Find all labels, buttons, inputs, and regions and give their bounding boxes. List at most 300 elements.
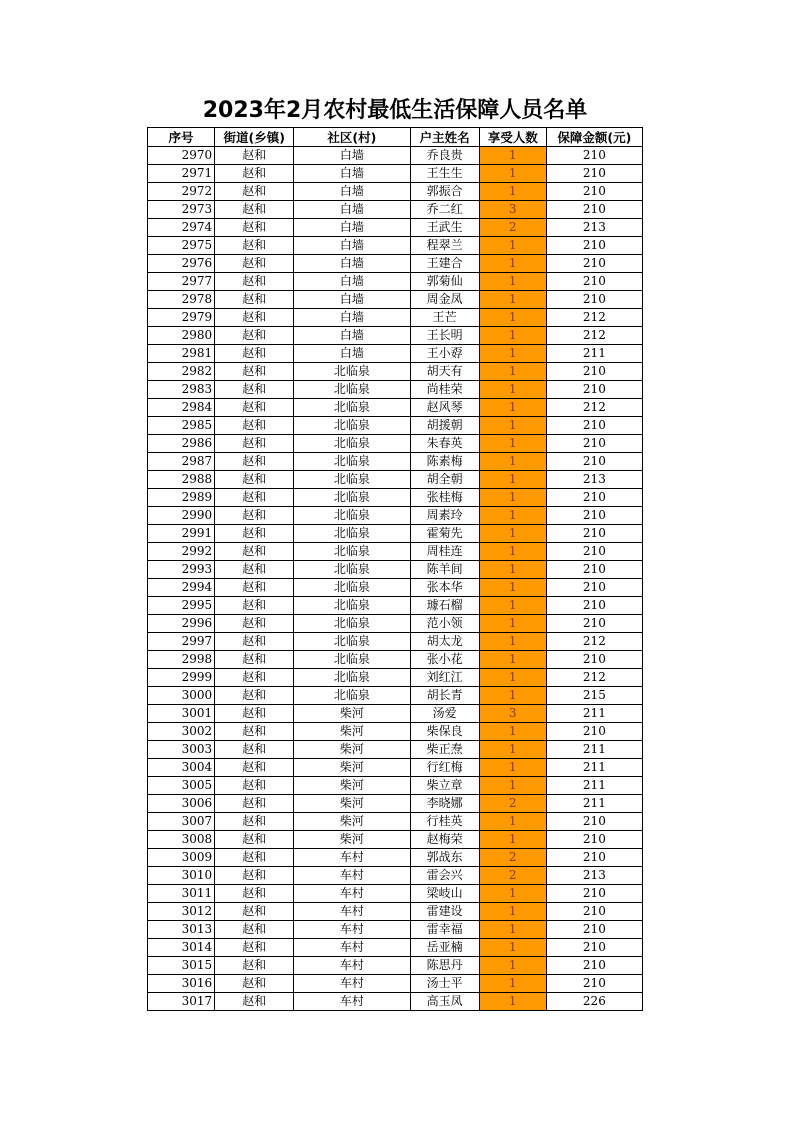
cell-persons: 1 <box>479 327 546 345</box>
cell-seq: 2982 <box>148 363 215 381</box>
cell-persons: 1 <box>479 291 546 309</box>
cell-householder: 行红梅 <box>410 759 479 777</box>
cell-householder: 汤士平 <box>410 975 479 993</box>
cell-householder: 郭振合 <box>410 183 479 201</box>
cell-householder: 周金凤 <box>410 291 479 309</box>
cell-householder: 王长明 <box>410 327 479 345</box>
cell-amount: 210 <box>546 381 642 399</box>
cell-community: 柴河 <box>294 831 410 849</box>
cell-community: 白墙 <box>294 345 410 363</box>
cell-community: 北临泉 <box>294 435 410 453</box>
cell-community: 柴河 <box>294 759 410 777</box>
table-row <box>148 885 643 903</box>
cell-community: 北临泉 <box>294 561 410 579</box>
cell-seq: 2978 <box>148 291 215 309</box>
cell-street: 赵和 <box>215 489 294 507</box>
cell-community: 北临泉 <box>294 669 410 687</box>
cell-householder: 王建合 <box>410 255 479 273</box>
cell-amount: 210 <box>546 201 642 219</box>
cell-householder: 梁岐山 <box>410 885 479 903</box>
cell-amount: 211 <box>546 705 642 723</box>
cell-street: 赵和 <box>215 939 294 957</box>
cell-householder: 胡长青 <box>410 687 479 705</box>
header-street: 街道(乡镇) <box>215 128 294 147</box>
table-row <box>148 777 643 795</box>
table-row <box>148 255 643 273</box>
cell-amount: 210 <box>546 885 642 903</box>
cell-community: 白墙 <box>294 273 410 291</box>
header-persons: 享受人数 <box>479 128 546 147</box>
cell-street: 赵和 <box>215 561 294 579</box>
cell-amount: 210 <box>546 939 642 957</box>
cell-amount: 210 <box>546 273 642 291</box>
cell-seq: 3004 <box>148 759 215 777</box>
cell-persons: 1 <box>479 363 546 381</box>
cell-street: 赵和 <box>215 237 294 255</box>
cell-persons: 2 <box>479 795 546 813</box>
cell-householder: 郭战东 <box>410 849 479 867</box>
cell-community: 北临泉 <box>294 471 410 489</box>
cell-street: 赵和 <box>215 633 294 651</box>
cell-seq: 2973 <box>148 201 215 219</box>
cell-seq: 2981 <box>148 345 215 363</box>
cell-householder: 雷建设 <box>410 903 479 921</box>
cell-street: 赵和 <box>215 957 294 975</box>
cell-seq: 2984 <box>148 399 215 417</box>
cell-householder: 王武生 <box>410 219 479 237</box>
cell-householder: 赵风琴 <box>410 399 479 417</box>
cell-community: 车村 <box>294 903 410 921</box>
table-row <box>148 363 643 381</box>
cell-persons: 1 <box>479 885 546 903</box>
cell-community: 白墙 <box>294 165 410 183</box>
table-row <box>148 219 643 237</box>
table-row <box>148 975 643 993</box>
table-row <box>148 147 643 165</box>
table-row <box>148 831 643 849</box>
cell-street: 赵和 <box>215 417 294 435</box>
table-row <box>148 741 643 759</box>
table-row <box>148 651 643 669</box>
cell-street: 赵和 <box>215 381 294 399</box>
cell-amount: 210 <box>546 651 642 669</box>
cell-persons: 1 <box>479 561 546 579</box>
cell-street: 赵和 <box>215 705 294 723</box>
cell-persons: 1 <box>479 489 546 507</box>
cell-amount: 210 <box>546 147 642 165</box>
cell-amount: 212 <box>546 633 642 651</box>
cell-street: 赵和 <box>215 507 294 525</box>
table-row <box>148 939 643 957</box>
cell-persons: 1 <box>479 597 546 615</box>
cell-street: 赵和 <box>215 903 294 921</box>
cell-street: 赵和 <box>215 345 294 363</box>
cell-householder: 周素玲 <box>410 507 479 525</box>
cell-community: 北临泉 <box>294 363 410 381</box>
cell-street: 赵和 <box>215 453 294 471</box>
cell-seq: 2975 <box>148 237 215 255</box>
table-row <box>148 489 643 507</box>
cell-persons: 1 <box>479 723 546 741</box>
cell-street: 赵和 <box>215 795 294 813</box>
cell-seq: 2993 <box>148 561 215 579</box>
cell-persons: 1 <box>479 831 546 849</box>
cell-street: 赵和 <box>215 255 294 273</box>
cell-persons: 1 <box>479 543 546 561</box>
cell-householder: 王小孬 <box>410 345 479 363</box>
cell-community: 北临泉 <box>294 381 410 399</box>
cell-householder: 朱春英 <box>410 435 479 453</box>
cell-amount: 210 <box>546 921 642 939</box>
cell-householder: 岳亚楠 <box>410 939 479 957</box>
cell-seq: 2980 <box>148 327 215 345</box>
cell-householder: 雷幸福 <box>410 921 479 939</box>
cell-seq: 2990 <box>148 507 215 525</box>
cell-community: 柴河 <box>294 741 410 759</box>
cell-amount: 210 <box>546 525 642 543</box>
cell-seq: 2972 <box>148 183 215 201</box>
cell-householder: 陈羊间 <box>410 561 479 579</box>
cell-community: 柴河 <box>294 813 410 831</box>
cell-seq: 2976 <box>148 255 215 273</box>
cell-amount: 210 <box>546 723 642 741</box>
cell-seq: 2997 <box>148 633 215 651</box>
cell-persons: 2 <box>479 219 546 237</box>
cell-seq: 3011 <box>148 885 215 903</box>
cell-community: 车村 <box>294 849 410 867</box>
cell-community: 北临泉 <box>294 615 410 633</box>
cell-amount: 211 <box>546 741 642 759</box>
table-row <box>148 903 643 921</box>
cell-persons: 1 <box>479 507 546 525</box>
table-row <box>148 237 643 255</box>
cell-community: 车村 <box>294 939 410 957</box>
cell-householder: 张桂梅 <box>410 489 479 507</box>
table-row <box>148 795 643 813</box>
cell-amount: 226 <box>546 993 642 1011</box>
cell-persons: 1 <box>479 165 546 183</box>
cell-street: 赵和 <box>215 543 294 561</box>
cell-amount: 211 <box>546 759 642 777</box>
cell-persons: 1 <box>479 399 546 417</box>
cell-seq: 2998 <box>148 651 215 669</box>
cell-street: 赵和 <box>215 219 294 237</box>
table-row <box>148 669 643 687</box>
table-row <box>148 633 643 651</box>
cell-persons: 1 <box>479 435 546 453</box>
cell-street: 赵和 <box>215 741 294 759</box>
cell-street: 赵和 <box>215 201 294 219</box>
cell-persons: 1 <box>479 147 546 165</box>
cell-amount: 210 <box>546 165 642 183</box>
header-seq: 序号 <box>148 128 215 147</box>
table-row <box>148 291 643 309</box>
table-row <box>148 471 643 489</box>
cell-seq: 3012 <box>148 903 215 921</box>
cell-householder: 赵梅荣 <box>410 831 479 849</box>
cell-seq: 3015 <box>148 957 215 975</box>
cell-street: 赵和 <box>215 723 294 741</box>
cell-community: 白墙 <box>294 309 410 327</box>
cell-community: 北临泉 <box>294 597 410 615</box>
cell-community: 白墙 <box>294 327 410 345</box>
table-row <box>148 399 643 417</box>
cell-persons: 2 <box>479 849 546 867</box>
cell-amount: 210 <box>546 561 642 579</box>
cell-persons: 2 <box>479 867 546 885</box>
table-row <box>148 345 643 363</box>
cell-community: 车村 <box>294 885 410 903</box>
cell-persons: 1 <box>479 381 546 399</box>
cell-street: 赵和 <box>215 525 294 543</box>
cell-street: 赵和 <box>215 579 294 597</box>
cell-street: 赵和 <box>215 813 294 831</box>
cell-seq: 3002 <box>148 723 215 741</box>
cell-persons: 1 <box>479 309 546 327</box>
cell-street: 赵和 <box>215 975 294 993</box>
cell-householder: 陈素梅 <box>410 453 479 471</box>
table-row <box>148 615 643 633</box>
cell-seq: 2994 <box>148 579 215 597</box>
table-row <box>148 417 643 435</box>
cell-seq: 2988 <box>148 471 215 489</box>
cell-householder: 乔二红 <box>410 201 479 219</box>
cell-amount: 213 <box>546 471 642 489</box>
cell-street: 赵和 <box>215 291 294 309</box>
cell-amount: 211 <box>546 345 642 363</box>
header-householder: 户主姓名 <box>410 128 479 147</box>
cell-persons: 1 <box>479 183 546 201</box>
cell-community: 白墙 <box>294 147 410 165</box>
cell-community: 北临泉 <box>294 651 410 669</box>
cell-householder: 周桂连 <box>410 543 479 561</box>
cell-community: 白墙 <box>294 201 410 219</box>
cell-householder: 璩石榴 <box>410 597 479 615</box>
cell-householder: 王芒 <box>410 309 479 327</box>
cell-street: 赵和 <box>215 147 294 165</box>
cell-householder: 汤爱 <box>410 705 479 723</box>
cell-street: 赵和 <box>215 309 294 327</box>
cell-seq: 3000 <box>148 687 215 705</box>
cell-community: 北临泉 <box>294 453 410 471</box>
cell-amount: 210 <box>546 237 642 255</box>
table-row <box>148 759 643 777</box>
cell-persons: 1 <box>479 615 546 633</box>
cell-amount: 210 <box>546 975 642 993</box>
cell-persons: 1 <box>479 273 546 291</box>
cell-amount: 210 <box>546 435 642 453</box>
beneficiary-table <box>147 127 643 1011</box>
cell-householder: 王生生 <box>410 165 479 183</box>
table-row <box>148 705 643 723</box>
cell-amount: 213 <box>546 867 642 885</box>
cell-street: 赵和 <box>215 327 294 345</box>
cell-persons: 1 <box>479 651 546 669</box>
table-row <box>148 813 643 831</box>
cell-seq: 3007 <box>148 813 215 831</box>
table-row <box>148 849 643 867</box>
cell-persons: 1 <box>479 669 546 687</box>
cell-amount: 210 <box>546 291 642 309</box>
cell-community: 白墙 <box>294 255 410 273</box>
cell-persons: 1 <box>479 417 546 435</box>
cell-community: 北临泉 <box>294 687 410 705</box>
table-row <box>148 525 643 543</box>
cell-community: 白墙 <box>294 183 410 201</box>
cell-community: 白墙 <box>294 219 410 237</box>
cell-community: 车村 <box>294 867 410 885</box>
cell-community: 车村 <box>294 921 410 939</box>
cell-street: 赵和 <box>215 759 294 777</box>
table-row <box>148 867 643 885</box>
cell-householder: 高玉凤 <box>410 993 479 1011</box>
table-row <box>148 921 643 939</box>
cell-persons: 1 <box>479 903 546 921</box>
cell-persons: 1 <box>479 975 546 993</box>
cell-seq: 2989 <box>148 489 215 507</box>
cell-community: 柴河 <box>294 723 410 741</box>
cell-community: 车村 <box>294 957 410 975</box>
table-header-row <box>148 128 643 147</box>
cell-amount: 212 <box>546 309 642 327</box>
cell-seq: 3005 <box>148 777 215 795</box>
cell-street: 赵和 <box>215 993 294 1011</box>
cell-seq: 2987 <box>148 453 215 471</box>
cell-street: 赵和 <box>215 849 294 867</box>
cell-street: 赵和 <box>215 669 294 687</box>
cell-persons: 1 <box>479 345 546 363</box>
cell-householder: 郭菊仙 <box>410 273 479 291</box>
cell-seq: 3006 <box>148 795 215 813</box>
cell-persons: 1 <box>479 453 546 471</box>
cell-seq: 3016 <box>148 975 215 993</box>
cell-seq: 2974 <box>148 219 215 237</box>
cell-householder: 柴立章 <box>410 777 479 795</box>
table-row <box>148 543 643 561</box>
cell-community: 北临泉 <box>294 633 410 651</box>
cell-persons: 1 <box>479 957 546 975</box>
cell-amount: 211 <box>546 777 642 795</box>
table-row <box>148 579 643 597</box>
table-row <box>148 165 643 183</box>
cell-amount: 210 <box>546 597 642 615</box>
cell-seq: 2977 <box>148 273 215 291</box>
cell-seq: 2971 <box>148 165 215 183</box>
cell-householder: 胡太龙 <box>410 633 479 651</box>
cell-community: 车村 <box>294 975 410 993</box>
cell-seq: 2979 <box>148 309 215 327</box>
cell-street: 赵和 <box>215 885 294 903</box>
cell-householder: 刘红江 <box>410 669 479 687</box>
cell-householder: 尚桂荣 <box>410 381 479 399</box>
cell-seq: 2996 <box>148 615 215 633</box>
header-community: 社区(村) <box>294 128 410 147</box>
cell-amount: 210 <box>546 489 642 507</box>
cell-persons: 1 <box>479 813 546 831</box>
cell-community: 柴河 <box>294 795 410 813</box>
cell-street: 赵和 <box>215 597 294 615</box>
cell-householder: 程翠兰 <box>410 237 479 255</box>
cell-amount: 210 <box>546 957 642 975</box>
cell-seq: 3013 <box>148 921 215 939</box>
cell-householder: 陈思丹 <box>410 957 479 975</box>
cell-amount: 210 <box>546 453 642 471</box>
table-row <box>148 453 643 471</box>
cell-community: 北临泉 <box>294 417 410 435</box>
page-title: 2023年2月农村最低生活保障人员名单 <box>202 98 588 123</box>
cell-amount: 210 <box>546 849 642 867</box>
cell-street: 赵和 <box>215 399 294 417</box>
cell-seq: 3008 <box>148 831 215 849</box>
cell-amount: 210 <box>546 363 642 381</box>
cell-community: 北临泉 <box>294 525 410 543</box>
cell-persons: 1 <box>479 993 546 1011</box>
cell-householder: 霍菊先 <box>410 525 479 543</box>
cell-street: 赵和 <box>215 831 294 849</box>
cell-community: 北临泉 <box>294 543 410 561</box>
cell-seq: 2983 <box>148 381 215 399</box>
cell-street: 赵和 <box>215 687 294 705</box>
cell-persons: 1 <box>479 741 546 759</box>
cell-seq: 2970 <box>148 147 215 165</box>
cell-seq: 2986 <box>148 435 215 453</box>
cell-householder: 张本华 <box>410 579 479 597</box>
cell-amount: 211 <box>546 795 642 813</box>
cell-persons: 1 <box>479 579 546 597</box>
cell-street: 赵和 <box>215 165 294 183</box>
cell-amount: 210 <box>546 813 642 831</box>
cell-seq: 3009 <box>148 849 215 867</box>
cell-persons: 1 <box>479 471 546 489</box>
cell-householder: 张小花 <box>410 651 479 669</box>
cell-householder: 柴正焘 <box>410 741 479 759</box>
table-row <box>148 273 643 291</box>
cell-community: 白墙 <box>294 237 410 255</box>
cell-householder: 胡天有 <box>410 363 479 381</box>
cell-street: 赵和 <box>215 921 294 939</box>
cell-persons: 1 <box>479 255 546 273</box>
cell-street: 赵和 <box>215 435 294 453</box>
cell-street: 赵和 <box>215 363 294 381</box>
cell-community: 柴河 <box>294 705 410 723</box>
table-row <box>148 309 643 327</box>
cell-persons: 1 <box>479 939 546 957</box>
table-row <box>148 507 643 525</box>
cell-amount: 210 <box>546 903 642 921</box>
table-row <box>148 381 643 399</box>
table-row <box>148 957 643 975</box>
cell-street: 赵和 <box>215 471 294 489</box>
cell-community: 北临泉 <box>294 507 410 525</box>
cell-street: 赵和 <box>215 615 294 633</box>
cell-amount: 210 <box>546 507 642 525</box>
cell-seq: 2992 <box>148 543 215 561</box>
cell-amount: 215 <box>546 687 642 705</box>
cell-street: 赵和 <box>215 867 294 885</box>
cell-community: 北临泉 <box>294 489 410 507</box>
cell-householder: 乔良贵 <box>410 147 479 165</box>
cell-street: 赵和 <box>215 183 294 201</box>
cell-seq: 3014 <box>148 939 215 957</box>
cell-seq: 3010 <box>148 867 215 885</box>
cell-persons: 1 <box>479 777 546 795</box>
cell-householder: 范小领 <box>410 615 479 633</box>
cell-amount: 210 <box>546 615 642 633</box>
cell-persons: 1 <box>479 687 546 705</box>
cell-householder: 雷会兴 <box>410 867 479 885</box>
cell-street: 赵和 <box>215 651 294 669</box>
cell-seq: 3001 <box>148 705 215 723</box>
